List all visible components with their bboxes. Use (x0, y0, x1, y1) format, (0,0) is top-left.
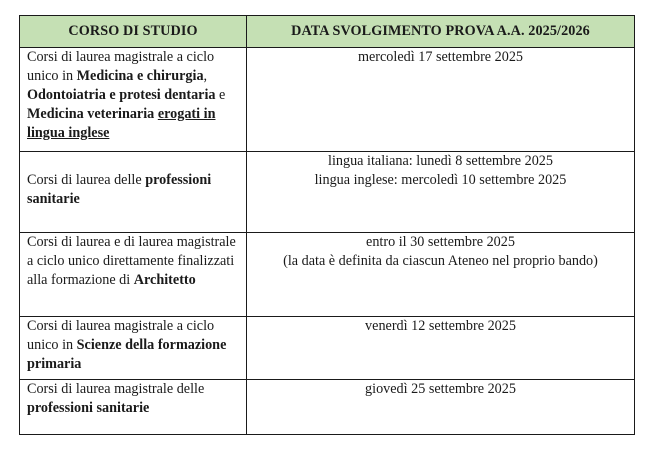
date-cell-magistrale-professioni-sanitarie: giovedì 25 settembre 2025 (247, 380, 635, 435)
table-row (20, 152, 635, 233)
table-row (20, 380, 635, 435)
date-cell-medicina: mercoledì 17 settembre 2025 (247, 48, 635, 152)
header-date: DATA SVOLGIMENTO PROVA A.A. 2025/2026 (247, 16, 635, 48)
header-course: CORSO DI STUDIO (20, 16, 247, 48)
table-row (20, 317, 635, 380)
course-cell-professioni-sanitarie: Corsi di laurea delle professioni sanitarie (20, 152, 247, 233)
date-cell-professioni-sanitarie: lingua italiana: lunedì 8 settembre 2025 lingua inglese: mercoledì 10 settembre 2025 (247, 152, 635, 233)
date-cell-formazione-primaria: venerdì 12 settembre 2025 (247, 317, 635, 380)
date-cell-architetto: entro il 30 settembre 2025 (la data è definita da ciascun Ateneo nel proprio bando) (247, 233, 635, 317)
course-cell-architetto: Corsi di laurea e di laurea magistrale a ciclo unico direttamente finalizzati alla formazione di Architetto (20, 233, 247, 317)
table-row (20, 48, 635, 152)
course-cell-medicina: Corsi di laurea magistrale a ciclo unico in Medicina e chirurgia, Odontoiatria e protesi dentaria e Medicina veterinaria erogati in lingua inglese (20, 48, 247, 152)
course-cell-formazione-primaria: Corsi di laurea magistrale a ciclo unico in Scienze della formazione primaria (20, 317, 247, 380)
course-cell-magistrale-professioni-sanitarie: Corsi di laurea magistrale delle professioni sanitarie (20, 380, 247, 435)
header-row (20, 16, 635, 48)
table-row (20, 233, 635, 317)
exam-schedule-table (19, 15, 635, 435)
